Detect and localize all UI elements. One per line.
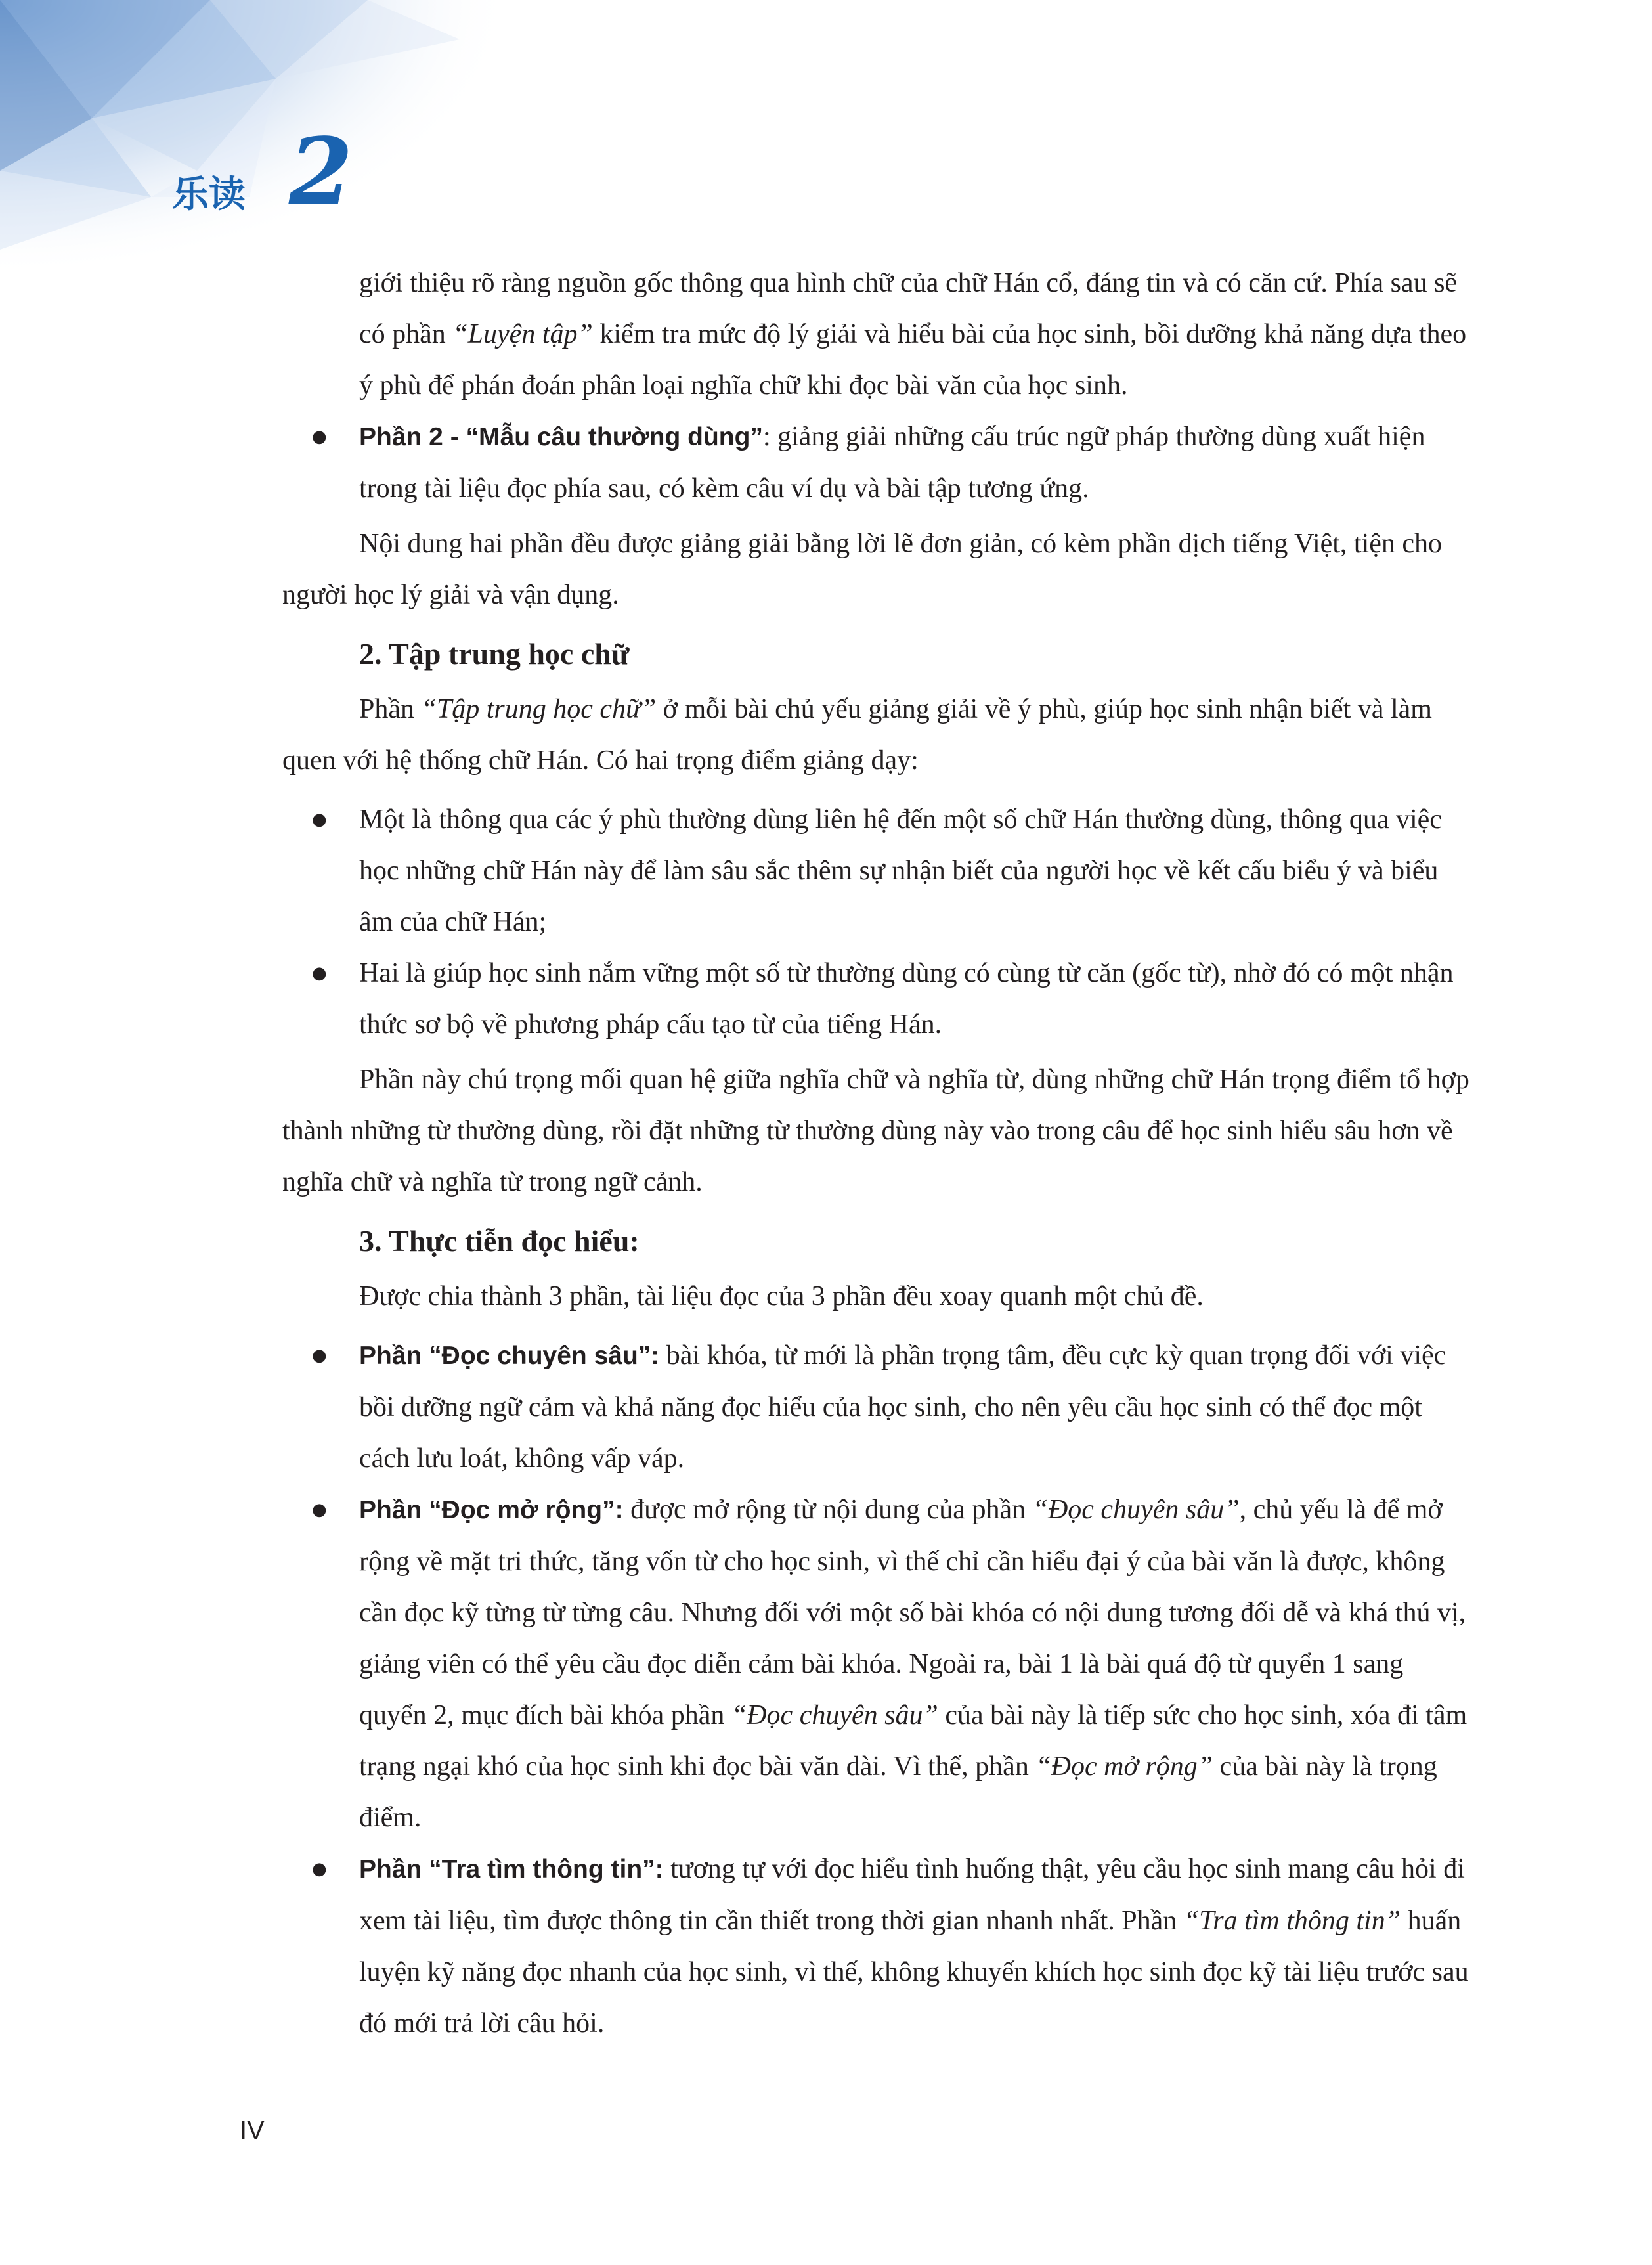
list-item: ● Một là thông qua các ý phù thường dùng liên hệ đến một số chữ Hán thường dùng, thông qua việc học những chữ Hán này để làm sâu sắc thêm sự nhận biết của người học về kết cấu biểu ý và biểu âm của chữ Hán; — [359, 794, 1475, 948]
logo-volume-number: 2 — [289, 118, 353, 226]
decorative-corner-pattern — [0, 0, 512, 276]
list-item: ● Phần “Đọc chuyên sâu”: bài khóa, từ mới là phần trọng tâm, đều cực kỳ quan trọng đối với việc bồi dưỡng ngữ cảm và khả năng đọc hiểu của học sinh, cho nên yêu cầu học sinh có thể đọc một cách lưu loát, không vấp váp. — [359, 1330, 1475, 1484]
list-item: ● Phần 2 - “Mẫu câu thường dùng”: giảng giải những cấu trúc ngữ pháp thường dùng xuất hiện trong tài liệu đọc phía sau, có kèm câu ví dụ và bài tập tương ứng. — [359, 411, 1475, 514]
intro-paragraph: Nội dung hai phần đều được giảng giải bằng lời lẽ đơn giản, có kèm phần dịch tiếng Việt, tiện cho người học lý giải và vận dụng. — [282, 529, 1443, 610]
intro-bullet-list — [0, 411, 1652, 514]
section2-bullet-list — [0, 794, 1652, 1050]
list-item: ● Phần “Đọc mở rộng”: được mở rộng từ nội dung của phần “Đọc chuyên sâu”, chủ yếu là để mở rộng về mặt tri thức, tăng vốn từ cho học sinh, vì thế chỉ cần hiểu đại ý của bài văn là được, không cần đọc kỹ từng từ từng câu. Nhưng đối với một số bài khóa có nội dung tương đối dễ và khá thú vị, giảng viên có thể yêu cầu đọc diễn cảm bài khóa. Ngoài ra, bài 1 là bài quá độ từ quyển 1 sang quyển 2, mục đích bài khóa phần “Đọc chuyên sâu” của bài này là tiếp sức cho học sinh, xóa đi tâm trạng ngại khó của học sinh khi đọc bài văn dài. Vì thế, phần “Đọc mở rộng” của bài này là trọng điểm. — [359, 1484, 1475, 1843]
section-heading: 3. Thực tiễn đọc hiểu: — [359, 1224, 640, 1258]
section-heading: 2. Tập trung học chữ — [359, 637, 630, 671]
section3-intro: Được chia thành 3 phần, tài liệu đọc của 3 phần đều xoay quanh một chủ đề. — [359, 1281, 1204, 1311]
page-content — [0, 257, 1652, 2049]
section3-bullet-list — [0, 1330, 1652, 2049]
section2-intro: Phần “Tập trung học chữ” ở mỗi bài chủ yếu giảng giải về ý phù, giúp học sinh nhận biết và làm quen với hệ thống chữ Hán. Có hai trọng điểm giảng dạy: — [282, 694, 1432, 776]
logo-chinese-title: 乐读 — [172, 173, 246, 216]
list-item: ● Hai là giúp học sinh nắm vững một số từ thường dùng có cùng từ căn (gốc từ), nhờ đó có một nhận thức sơ bộ về phương pháp cấu tạo từ của tiếng Hán. — [359, 948, 1475, 1050]
intro-continuation: giới thiệu rõ ràng nguồn gốc thông qua hình chữ của chữ Hán cổ, đáng tin và có căn cứ. Phía sau sẽ có phần “Luyện tập” kiểm tra mức độ lý giải và hiểu bài của học sinh, bồi dưỡng khả năng dựa theo ý phù để phán đoán phân loại nghĩa chữ khi đọc bài văn của học sinh. — [359, 268, 1467, 401]
section2-closing: Phần này chú trọng mối quan hệ giữa nghĩa chữ và nghĩa từ, dùng những chữ Hán trọng điểm tổ hợp thành những từ thường dùng, rồi đặt những từ thường dùng này vào trong câu để học sinh hiểu sâu hơn về nghĩa chữ và nghĩa từ trong ngữ cảnh. — [282, 1065, 1469, 1197]
list-item: ● Phần “Tra tìm thông tin”: tương tự với đọc hiểu tình huống thật, yêu cầu học sinh mang câu hỏi đi xem tài liệu, tìm được thông tin cần thiết trong thời gian nhanh nhất. Phần “Tra tìm thông tin” huấn luyện kỹ năng đọc nhanh của học sinh, vì thế, không khuyến khích học sinh đọc kỹ tài liệu trước sau đó mới trả lời câu hỏi. — [359, 1843, 1475, 2049]
page-number: IV — [240, 2116, 265, 2145]
